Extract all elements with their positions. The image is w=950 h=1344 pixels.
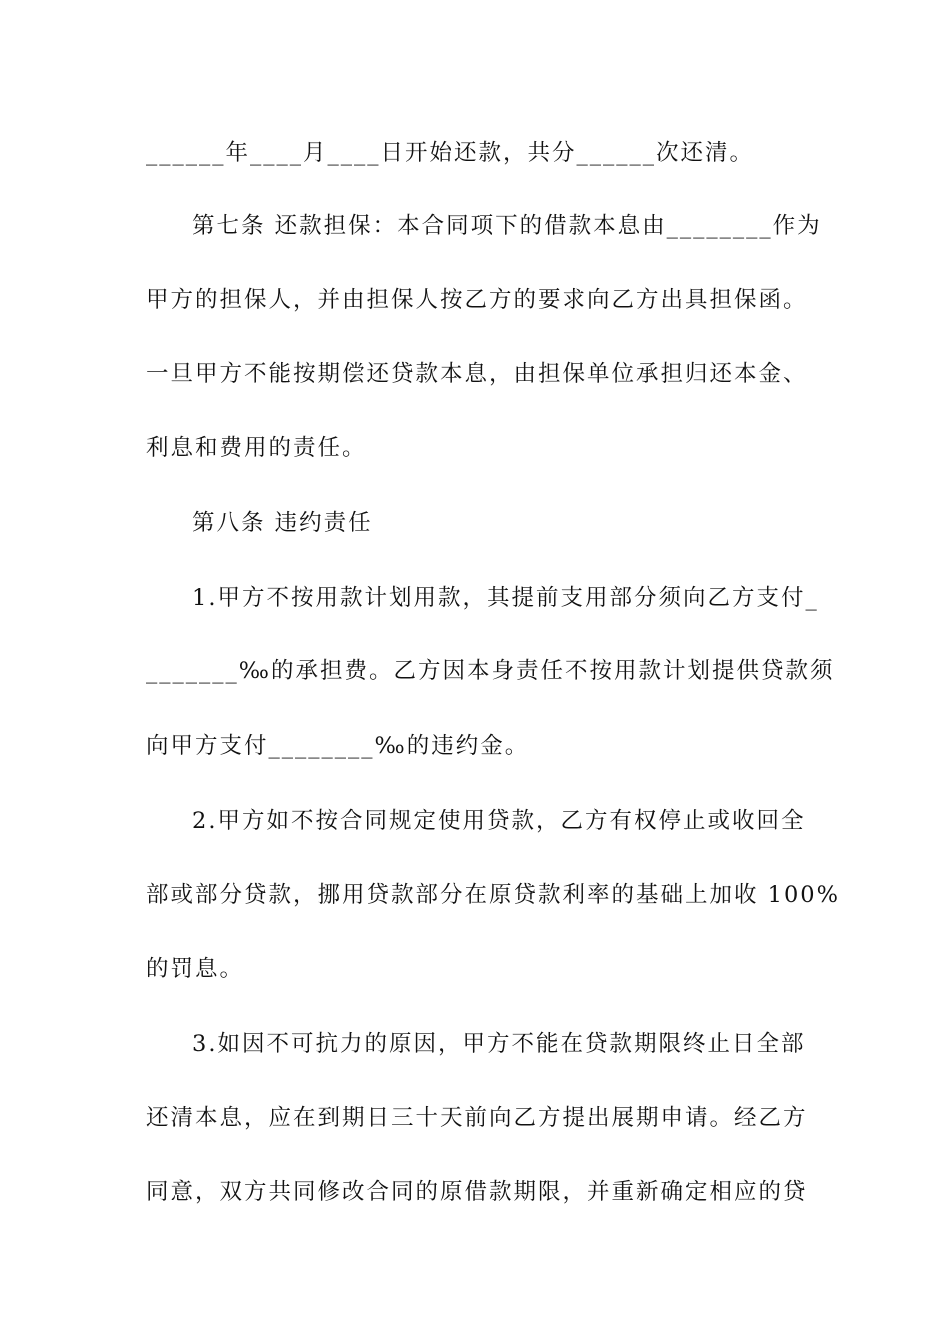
text-line: 部或部分贷款，挪用贷款部分在原贷款利率的基础上加收 100% <box>146 882 840 908</box>
text-line: 的罚息。 <box>146 956 245 982</box>
text-line-item-2: 2.甲方如不按合同规定使用贷款，乙方有权停止或收回全 <box>192 808 806 834</box>
text-line: 一旦甲方不能按期偿还贷款本息，由担保单位承担归还本金、 <box>146 361 808 387</box>
text-line: 向甲方支付________‰的违约金。 <box>146 733 530 759</box>
text-line: 还清本息，应在到期日三十天前向乙方提出展期申请。经乙方 <box>146 1105 808 1131</box>
text-line-article-8-heading: 第八条 违约责任 <box>192 510 373 536</box>
text-line: 利息和费用的责任。 <box>146 435 367 461</box>
text-line: 甲方的担保人，并由担保人按乙方的要求向乙方出具担保函。 <box>146 287 808 313</box>
text-line-item-3: 3.如因不可抗力的原因，甲方不能在贷款期限终止日全部 <box>192 1031 806 1057</box>
text-line-repayment-schedule: ______年____月____日开始还款，共分______次还清。 <box>146 140 755 166</box>
text-line-article-7-heading: 第七条 还款担保：本合同项下的借款本息由________作为 <box>192 213 822 239</box>
text-line: _______‰的承担费。乙方因本身责任不按用款计划提供贷款须 <box>146 658 835 684</box>
text-line-item-1: 1.甲方不按用款计划用款，其提前支用部分须向乙方支付_ <box>192 585 819 611</box>
text-line: 同意，双方共同修改合同的原借款期限，并重新确定相应的贷 <box>146 1179 808 1205</box>
